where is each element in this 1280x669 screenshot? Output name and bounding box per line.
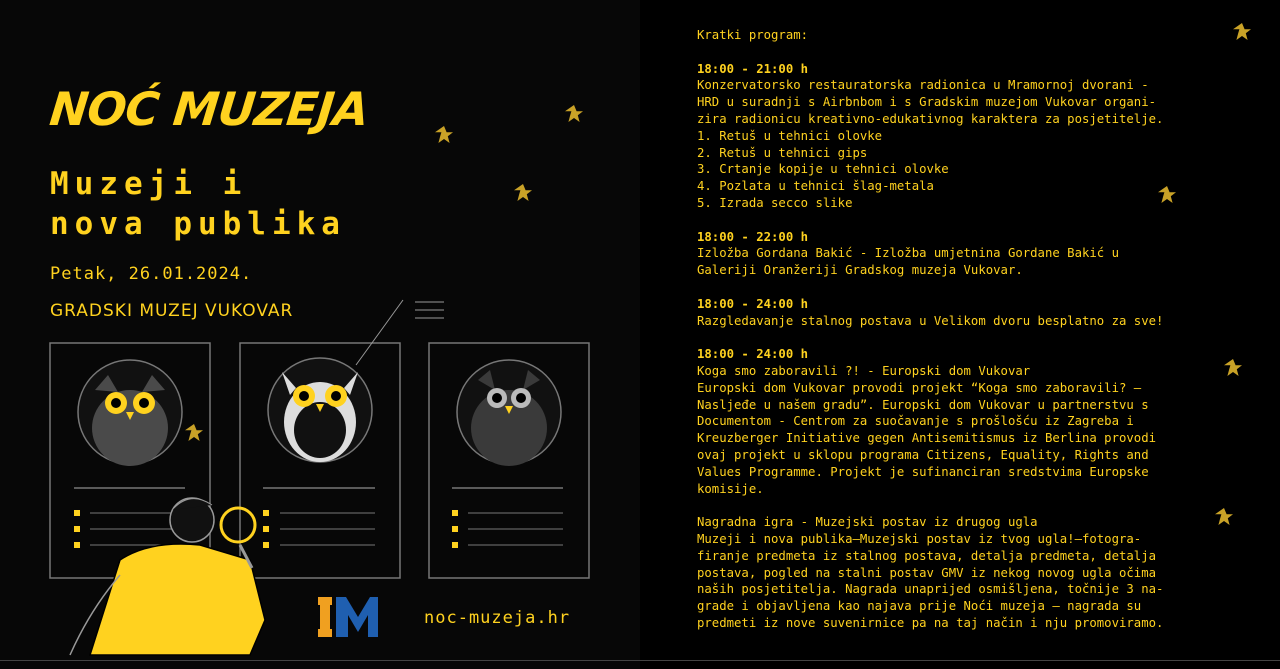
owl-card-left <box>50 343 210 578</box>
program-line: postava, pogled na stalni postav GMV iz nekog novog ugla očima <box>697 565 1157 580</box>
program-line: firanje predmeta iz stalnog postava, detalja predmeta, detalja <box>697 548 1157 563</box>
program-block <box>697 229 1237 279</box>
program-time: 18:00 - 24:00 h <box>697 347 809 362</box>
program-block <box>697 296 1237 330</box>
program-line: grade i objavljena kao najava prije Noći muzeja – nagrada su <box>697 599 1142 614</box>
program-block <box>697 61 1237 212</box>
program-text <box>697 27 1237 632</box>
program-line: Nasljeđe u našem gradu”. Europski dom Vukovar u partnerstvu s <box>697 397 1149 412</box>
program-line: Kreuzberger Initiative gegen Antisemitismus iz Berlina provodi <box>697 431 1157 446</box>
program-line: Izložba Gordana Bakić - Izložba umjetnina Gordane Bakić u <box>697 246 1119 261</box>
museum-name: GRADSKI MUZEJ VUKOVAR <box>50 301 294 321</box>
program-time: 18:00 - 21:00 h <box>697 61 809 76</box>
program-line: 3. Crtanje kopije u tehnici olovke <box>697 162 949 177</box>
noc-muzeja-logo: NOĆ MUZEJA <box>47 82 371 136</box>
im-logo <box>318 597 378 637</box>
program-line: 1. Retuš u tehnici olovke <box>697 128 883 143</box>
program-line: Konzervatorsko restauratorska radionica u Mramornoj dvorani - <box>697 78 1149 93</box>
visitor-figure <box>70 498 265 655</box>
program-block <box>697 346 1237 497</box>
program-time: 18:00 - 24:00 h <box>697 296 809 311</box>
owl-card-right <box>429 343 589 578</box>
program-line: komisije. <box>697 481 764 496</box>
tagline-line-2: nova publika <box>50 206 346 242</box>
program-line: Documentom - Centrom za suočavanje s prošlošću iz Zagreba i <box>697 414 1134 429</box>
program-line: Nagradna igra - Muzejski postav iz drugog ugla <box>697 515 1038 530</box>
program-line: Galeriji Oranžeriji Gradskog muzeja Vukovar. <box>697 263 1023 278</box>
program-line: ovaj projekt u sklopu programa Citizens, Equality, Rights and <box>697 447 1149 462</box>
program-line: Muzeji i nova publika–Muzejski postav iz tvog ugla!–fotogra- <box>697 531 1142 546</box>
owl-card-center <box>240 300 444 578</box>
website-link[interactable]: noc-muzeja.hr <box>424 608 571 628</box>
program-line: HRD u suradnji s Airbnbom i s Gradskim muzejom Vukovar organi- <box>697 95 1157 110</box>
program-blocks <box>697 61 1237 632</box>
program-block <box>697 514 1237 632</box>
program-line: predmeti iz nove suvenirnice pa na taj način i nju promoviramo. <box>697 615 1164 630</box>
poster-tagline <box>50 164 346 244</box>
program-line: Koga smo zaboravili ?! - Europski dom Vukovar <box>697 363 1031 378</box>
program-line: 2. Retuš u tehnici gips <box>697 145 868 160</box>
program-line: zira radionicu kreativno-edukativnog karaktera za posjetitelje. <box>697 111 1164 126</box>
divider <box>0 660 1280 661</box>
tagline-line-1: Muzeji i <box>50 166 248 202</box>
program-line: Europski dom Vukovar provodi projekt “Koga smo zaboravili? – <box>697 380 1142 395</box>
program-time: 18:00 - 22:00 h <box>697 229 809 244</box>
program-line: Values Programme. Projekt je sufinanciran sredstvima Europske <box>697 464 1149 479</box>
program-line: Razgledavanje stalnog postava u Velikom dvoru besplatno za sve! <box>697 313 1164 328</box>
program-line: 5. Izrada secco slike <box>697 195 853 210</box>
program-line: naših posjetitelja. Nagrada unaprijed osmišljena, točnije 3 na- <box>697 582 1164 597</box>
program-line: 4. Pozlata u tehnici šlag-metala <box>697 179 934 194</box>
event-date: Petak, 26.01.2024. <box>50 264 253 284</box>
program-heading: Kratki program: <box>697 28 809 42</box>
